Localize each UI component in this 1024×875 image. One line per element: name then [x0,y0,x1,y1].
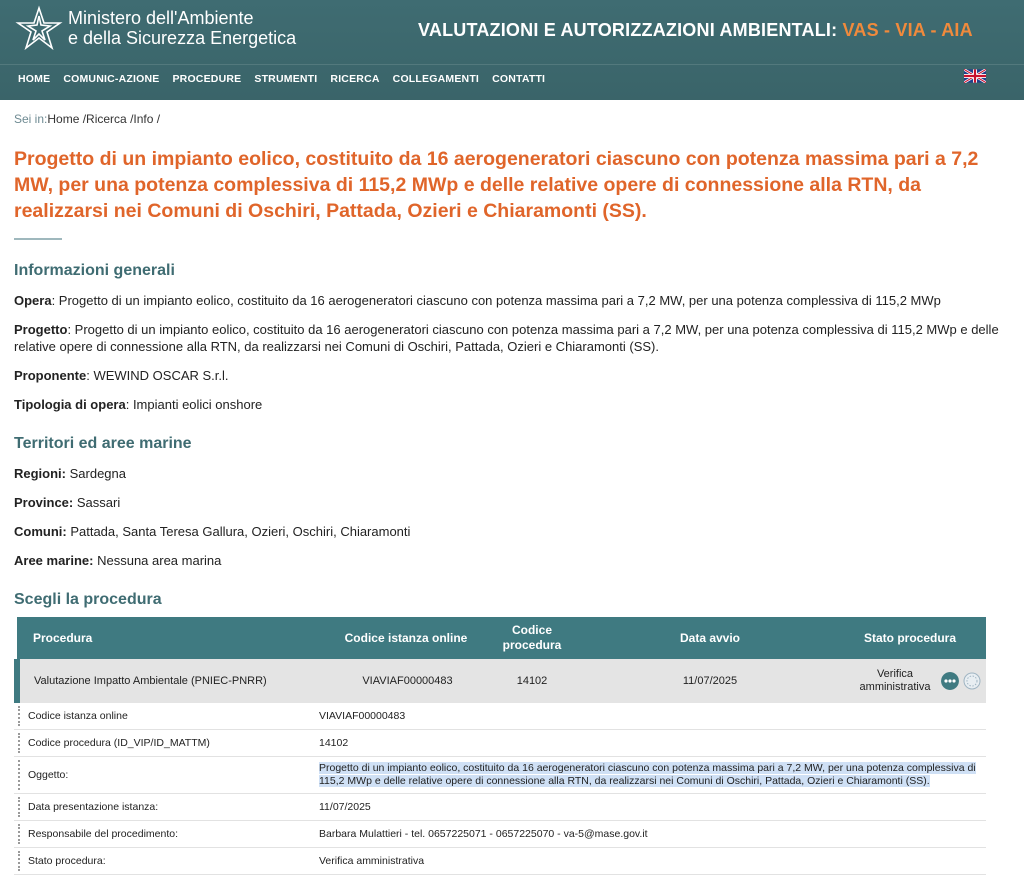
row-stato-cell [834,659,986,703]
procedure-details [14,703,986,875]
detail-value: Verifica amministrativa [309,848,986,875]
ministry-name[interactable] [68,8,296,48]
breadcrumb-prefix: Sei in: [14,112,48,126]
main-content [0,112,1024,875]
opera-label: Opera [14,293,52,308]
breadcrumb-home[interactable]: Home [47,112,80,126]
field-tipologia [14,396,1010,413]
page-title: Progetto di un impianto eolico, costituito da 16 aerogeneratori ciascuno con potenza massima pari a 7,2 MW, per una potenza complessiva di 115,2 MWp e delle relative opere di connessione alla RTN, da realizzarsi nei Comuni di Oschiri, Pattada, Ozieri e Chiaramonti (SS). [14,148,979,222]
detail-label: Codice procedura (ID_VIP/ID_MATTM) [14,730,309,757]
province-value: Sassari [73,495,121,510]
col-procedura: Procedura [17,617,337,659]
tipologia-value: : Impianti eolici onshore [125,397,263,412]
detail-value: Progetto di un impianto eolico, costituito da 16 aerogeneratori ciascuno con potenza massima pari a 7,2 MW, per una potenza complessiva di 115,2 MWp e delle relative opere di connessione alla RTN, da realizzarsi nei Comuni di Oschiri, Pattada, Ozieri e Chiaramonti (SS). [319,762,976,787]
main-nav [0,64,1024,95]
progetto-value: : Progetto di un impianto eolico, costituito da 16 aerogeneratori ciascuno con potenza massima pari a 7,2 MW, per una potenza complessiva di 115,2 MWp e delle relative opere di connessione alla RTN, da realizzarsi nei Comuni di Oschiri, Pattada, Ozieri e Chiaramonti (SS). [14,322,999,354]
field-aree-marine [14,552,1010,569]
procedure-table-header [17,617,986,659]
ministry-line-2: e della Sicurezza Energetica [68,28,297,48]
site-header [0,0,1024,100]
detail-value-cell [309,757,986,794]
comuni-label: Comuni: [14,524,67,539]
aree-label: Aree marine: [14,553,94,568]
nav-comunic-azione[interactable]: COMUNIC-AZIONE [63,73,160,85]
col-stato-procedura: Stato procedura [834,617,986,659]
detail-value: 11/07/2025 [309,794,986,821]
title-divider [14,238,62,240]
row-stato: Verifica amministrativa [859,668,931,693]
portal-title-accent: VAS - VIA - AIA [842,20,973,40]
procedure-heading: Scegli la procedura [14,591,162,608]
detail-row [14,848,986,875]
more-icon[interactable] [941,672,959,690]
detail-value: 14102 [309,730,986,757]
tipologia-label: Tipologia di opera [14,397,126,412]
field-comuni [14,523,1010,540]
nav-ricerca[interactable]: RICERCA [330,73,380,85]
detail-label: Stato procedura: [14,848,309,875]
field-opera [14,292,1010,309]
portal-title-text: VALUTAZIONI E AUTORIZZAZIONI AMBIENTALI: [418,20,838,40]
detail-label: Data presentazione istanza: [14,794,309,821]
province-label: Province: [14,495,74,510]
col-codice-istanza: Codice istanza online [337,617,478,659]
detail-label: Codice istanza online [14,703,309,730]
progetto-label: Progetto [14,322,68,337]
nav-procedure[interactable]: PROCEDURE [172,73,242,85]
row-data-avvio: 11/07/2025 [586,659,834,703]
procedure-row[interactable] [17,659,986,703]
proponente-value: : WEWIND OSCAR S.r.l. [86,368,229,383]
detail-label: Responsabile del procedimento: [14,821,309,848]
detail-value: VIAVIAF00000483 [309,703,986,730]
opera-value: : Progetto di un impianto eolico, costituito da 16 aerogeneratori ciascuno con potenza massima pari a 7,2 MW, per una potenza complessiva di 115,2 MWp [51,293,941,308]
breadcrumb-ricerca[interactable]: /Ricerca [82,112,127,126]
detail-row [14,821,986,848]
row-codice-istanza: VIAVIAF00000483 [337,659,478,703]
breadcrumb-separator: / [156,112,161,126]
ministry-line-1: Ministero dell'Ambiente [68,8,254,28]
aree-value: Nessuna area marina [93,553,222,568]
detail-row [14,794,986,821]
detail-row [14,703,986,730]
col-codice-procedura: Codice procedura [478,617,586,659]
star-logo-icon[interactable] [14,4,64,54]
regioni-value: Sardegna [66,466,126,481]
territori-heading: Territori ed aree marine [14,435,192,452]
procedure-table [14,617,986,703]
col-data-avvio: Data avvio [586,617,834,659]
field-progetto [14,321,1010,355]
regioni-label: Regioni: [14,466,66,481]
detail-row [14,730,986,757]
info-heading: Informazioni generali [14,262,175,279]
nav-strumenti[interactable]: STRUMENTI [254,73,318,85]
row-procedura: Valutazione Impatto Ambientale (PNIEC-PNRR) [17,659,337,703]
nav-home[interactable]: HOME [18,73,51,85]
nav-collegamenti[interactable]: COLLEGAMENTI [392,73,480,85]
detail-value: Barbara Mulattieri - tel. 0657225071 - 0657225070 - va-5@mase.gov.it [309,821,986,848]
field-province [14,494,1010,511]
field-regioni [14,465,1010,482]
uk-flag-icon[interactable] [964,69,986,83]
detail-row [14,757,986,794]
status-globe-icon[interactable] [963,672,981,690]
comuni-value: Pattada, Santa Teresa Gallura, Ozieri, Oschiri, Chiaramonti [66,524,411,539]
breadcrumb [14,112,1010,126]
field-proponente [14,367,1010,384]
proponente-label: Proponente [14,368,87,383]
detail-label: Oggetto: [14,757,309,794]
nav-contatti[interactable]: CONTATTI [492,73,546,85]
breadcrumb-info[interactable]: /Info [130,112,154,126]
portal-title [418,20,973,41]
row-codice-procedura: 14102 [478,659,586,703]
